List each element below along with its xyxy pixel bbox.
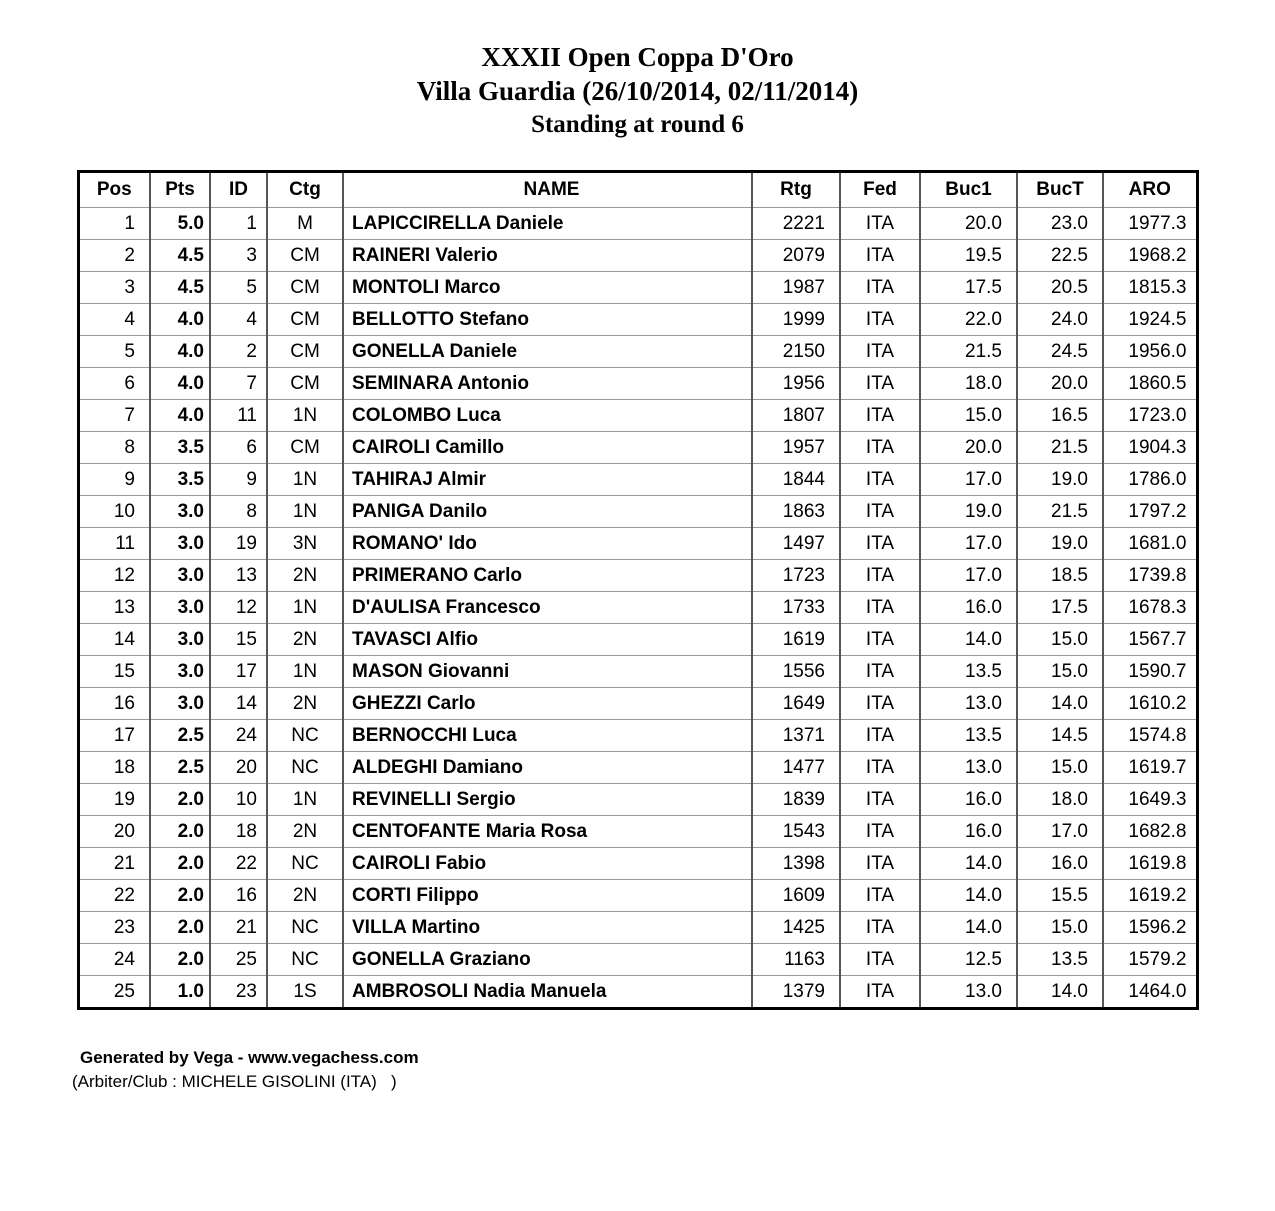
cell-aro: 1956.0 <box>1103 336 1197 368</box>
cell-fed: ITA <box>840 432 920 464</box>
cell-rtg: 2221 <box>752 208 840 240</box>
table-row <box>78 400 1197 432</box>
cell-ctg: CM <box>267 304 343 336</box>
cell-id: 7 <box>210 368 267 400</box>
cell-name: CAIROLI Fabio <box>343 848 752 880</box>
cell-name: GHEZZI Carlo <box>343 688 752 720</box>
cell-aro: 1977.3 <box>1103 208 1197 240</box>
cell-fed: ITA <box>840 784 920 816</box>
cell-id: 16 <box>210 880 267 912</box>
cell-aro: 1590.7 <box>1103 656 1197 688</box>
cell-name: LAPICCIRELLA Daniele <box>343 208 752 240</box>
cell-name: RAINERI Valerio <box>343 240 752 272</box>
cell-pos: 8 <box>78 432 150 464</box>
cell-rtg: 1987 <box>752 272 840 304</box>
cell-buct: 24.5 <box>1017 336 1103 368</box>
cell-name: TAVASCI Alfio <box>343 624 752 656</box>
cell-name: TAHIRAJ Almir <box>343 464 752 496</box>
cell-id: 21 <box>210 912 267 944</box>
cell-rtg: 2079 <box>752 240 840 272</box>
table-row <box>78 688 1197 720</box>
cell-name: COLOMBO Luca <box>343 400 752 432</box>
cell-buct: 24.0 <box>1017 304 1103 336</box>
cell-rtg: 1957 <box>752 432 840 464</box>
cell-aro: 1596.2 <box>1103 912 1197 944</box>
cell-aro: 1619.8 <box>1103 848 1197 880</box>
table-row <box>78 752 1197 784</box>
cell-name: CAIROLI Camillo <box>343 432 752 464</box>
cell-name: GONELLA Daniele <box>343 336 752 368</box>
cell-buct: 16.5 <box>1017 400 1103 432</box>
cell-name: SEMINARA Antonio <box>343 368 752 400</box>
table-row <box>78 368 1197 400</box>
cell-id: 19 <box>210 528 267 560</box>
cell-ctg: NC <box>267 912 343 944</box>
tournament-title: XXXII Open Coppa D'Oro <box>481 42 794 72</box>
cell-pts: 3.0 <box>150 624 210 656</box>
cell-fed: ITA <box>840 400 920 432</box>
cell-id: 17 <box>210 656 267 688</box>
cell-buc1: 16.0 <box>920 816 1017 848</box>
cell-ctg: CM <box>267 432 343 464</box>
cell-fed: ITA <box>840 464 920 496</box>
cell-rtg: 1619 <box>752 624 840 656</box>
standing-round-subtitle: Standing at round 6 <box>531 111 744 138</box>
cell-fed: ITA <box>840 816 920 848</box>
cell-fed: ITA <box>840 848 920 880</box>
cell-pos: 3 <box>78 272 150 304</box>
cell-buc1: 14.0 <box>920 912 1017 944</box>
cell-buc1: 19.0 <box>920 496 1017 528</box>
cell-id: 11 <box>210 400 267 432</box>
cell-id: 13 <box>210 560 267 592</box>
cell-buc1: 15.0 <box>920 400 1017 432</box>
cell-fed: ITA <box>840 688 920 720</box>
cell-aro: 1723.0 <box>1103 400 1197 432</box>
cell-pts: 4.0 <box>150 400 210 432</box>
cell-pos: 12 <box>78 560 150 592</box>
cell-pos: 1 <box>78 208 150 240</box>
cell-ctg: CM <box>267 368 343 400</box>
table-row <box>78 240 1197 272</box>
cell-pos: 19 <box>78 784 150 816</box>
cell-name: CENTOFANTE Maria Rosa <box>343 816 752 848</box>
cell-id: 24 <box>210 720 267 752</box>
cell-buc1: 17.0 <box>920 464 1017 496</box>
cell-rtg: 1477 <box>752 752 840 784</box>
column-header-buct: BucT <box>1017 172 1103 208</box>
cell-pts: 3.0 <box>150 688 210 720</box>
cell-rtg: 1556 <box>752 656 840 688</box>
cell-aro: 1797.2 <box>1103 496 1197 528</box>
cell-ctg: 2N <box>267 688 343 720</box>
cell-rtg: 1839 <box>752 784 840 816</box>
cell-buct: 15.0 <box>1017 912 1103 944</box>
cell-fed: ITA <box>840 240 920 272</box>
cell-ctg: 1N <box>267 656 343 688</box>
cell-pts: 2.5 <box>150 720 210 752</box>
cell-pos: 20 <box>78 816 150 848</box>
cell-rtg: 2150 <box>752 336 840 368</box>
cell-pos: 24 <box>78 944 150 976</box>
cell-aro: 1610.2 <box>1103 688 1197 720</box>
cell-buct: 14.5 <box>1017 720 1103 752</box>
cell-fed: ITA <box>840 304 920 336</box>
cell-rtg: 1733 <box>752 592 840 624</box>
column-header-pts: Pts <box>150 172 210 208</box>
cell-ctg: CM <box>267 272 343 304</box>
cell-name: D'AULISA Francesco <box>343 592 752 624</box>
table-row <box>78 496 1197 528</box>
cell-pts: 2.0 <box>150 944 210 976</box>
table-row <box>78 336 1197 368</box>
cell-fed: ITA <box>840 624 920 656</box>
cell-ctg: NC <box>267 752 343 784</box>
cell-ctg: 1N <box>267 592 343 624</box>
cell-ctg: 1S <box>267 976 343 1009</box>
cell-buct: 20.5 <box>1017 272 1103 304</box>
cell-fed: ITA <box>840 528 920 560</box>
cell-rtg: 1863 <box>752 496 840 528</box>
cell-aro: 1968.2 <box>1103 240 1197 272</box>
cell-name: VILLA Martino <box>343 912 752 944</box>
cell-pos: 5 <box>78 336 150 368</box>
cell-pos: 17 <box>78 720 150 752</box>
cell-pos: 4 <box>78 304 150 336</box>
cell-pts: 3.0 <box>150 560 210 592</box>
cell-pos: 9 <box>78 464 150 496</box>
cell-aro: 1574.8 <box>1103 720 1197 752</box>
table-row <box>78 912 1197 944</box>
cell-buc1: 14.0 <box>920 880 1017 912</box>
cell-aro: 1739.8 <box>1103 560 1197 592</box>
cell-id: 8 <box>210 496 267 528</box>
cell-pos: 15 <box>78 656 150 688</box>
cell-pts: 2.0 <box>150 784 210 816</box>
cell-name: GONELLA Graziano <box>343 944 752 976</box>
column-header-ctg: Ctg <box>267 172 343 208</box>
cell-ctg: NC <box>267 720 343 752</box>
cell-pos: 10 <box>78 496 150 528</box>
column-header-name: NAME <box>343 172 752 208</box>
cell-name: MONTOLI Marco <box>343 272 752 304</box>
cell-pos: 11 <box>78 528 150 560</box>
table-row <box>78 272 1197 304</box>
cell-pts: 3.0 <box>150 592 210 624</box>
cell-buc1: 12.5 <box>920 944 1017 976</box>
cell-buc1: 21.5 <box>920 336 1017 368</box>
cell-pts: 4.0 <box>150 304 210 336</box>
cell-id: 23 <box>210 976 267 1009</box>
cell-aro: 1924.5 <box>1103 304 1197 336</box>
cell-id: 9 <box>210 464 267 496</box>
table-row <box>78 208 1197 240</box>
cell-id: 15 <box>210 624 267 656</box>
header-row <box>78 172 1197 208</box>
cell-fed: ITA <box>840 496 920 528</box>
cell-id: 10 <box>210 784 267 816</box>
table-row <box>78 720 1197 752</box>
cell-rtg: 1807 <box>752 400 840 432</box>
table-row <box>78 304 1197 336</box>
cell-pts: 3.5 <box>150 432 210 464</box>
cell-buct: 17.5 <box>1017 592 1103 624</box>
cell-buc1: 16.0 <box>920 592 1017 624</box>
table-row <box>78 848 1197 880</box>
cell-aro: 1682.8 <box>1103 816 1197 848</box>
cell-pts: 4.0 <box>150 336 210 368</box>
cell-pos: 13 <box>78 592 150 624</box>
cell-fed: ITA <box>840 944 920 976</box>
table-row <box>78 816 1197 848</box>
cell-rtg: 1609 <box>752 880 840 912</box>
cell-pos: 6 <box>78 368 150 400</box>
cell-pos: 23 <box>78 912 150 944</box>
cell-ctg: 3N <box>267 528 343 560</box>
column-header-id: ID <box>210 172 267 208</box>
cell-rtg: 1398 <box>752 848 840 880</box>
document-header <box>0 0 1275 142</box>
cell-pts: 2.0 <box>150 848 210 880</box>
table-row <box>78 560 1197 592</box>
cell-ctg: CM <box>267 240 343 272</box>
cell-aro: 1619.7 <box>1103 752 1197 784</box>
cell-pos: 18 <box>78 752 150 784</box>
cell-ctg: 1N <box>267 784 343 816</box>
cell-buc1: 17.0 <box>920 528 1017 560</box>
table-row <box>78 528 1197 560</box>
cell-fed: ITA <box>840 336 920 368</box>
cell-buct: 16.0 <box>1017 848 1103 880</box>
cell-ctg: CM <box>267 336 343 368</box>
cell-buct: 15.0 <box>1017 624 1103 656</box>
cell-fed: ITA <box>840 880 920 912</box>
cell-buc1: 14.0 <box>920 624 1017 656</box>
cell-aro: 1904.3 <box>1103 432 1197 464</box>
cell-rtg: 1956 <box>752 368 840 400</box>
cell-buct: 15.0 <box>1017 752 1103 784</box>
table-row <box>78 784 1197 816</box>
cell-id: 22 <box>210 848 267 880</box>
cell-buc1: 17.0 <box>920 560 1017 592</box>
cell-pos: 16 <box>78 688 150 720</box>
cell-id: 6 <box>210 432 267 464</box>
cell-fed: ITA <box>840 656 920 688</box>
column-header-pos: Pos <box>78 172 150 208</box>
cell-id: 25 <box>210 944 267 976</box>
cell-ctg: 1N <box>267 400 343 432</box>
cell-aro: 1678.3 <box>1103 592 1197 624</box>
cell-buc1: 20.0 <box>920 432 1017 464</box>
cell-buct: 20.0 <box>1017 368 1103 400</box>
table-row <box>78 464 1197 496</box>
cell-name: BERNOCCHI Luca <box>343 720 752 752</box>
cell-id: 5 <box>210 272 267 304</box>
cell-rtg: 1999 <box>752 304 840 336</box>
cell-aro: 1860.5 <box>1103 368 1197 400</box>
cell-rtg: 1379 <box>752 976 840 1009</box>
cell-ctg: M <box>267 208 343 240</box>
table-row <box>78 880 1197 912</box>
cell-pts: 3.0 <box>150 496 210 528</box>
cell-pos: 2 <box>78 240 150 272</box>
cell-buct: 15.0 <box>1017 656 1103 688</box>
table-row <box>78 592 1197 624</box>
cell-pts: 5.0 <box>150 208 210 240</box>
cell-buc1: 13.5 <box>920 720 1017 752</box>
cell-name: REVINELLI Sergio <box>343 784 752 816</box>
cell-id: 18 <box>210 816 267 848</box>
cell-aro: 1649.3 <box>1103 784 1197 816</box>
cell-rtg: 1425 <box>752 912 840 944</box>
cell-aro: 1786.0 <box>1103 464 1197 496</box>
cell-rtg: 1543 <box>752 816 840 848</box>
cell-name: ROMANO' Ido <box>343 528 752 560</box>
table-row <box>78 944 1197 976</box>
cell-id: 20 <box>210 752 267 784</box>
cell-aro: 1815.3 <box>1103 272 1197 304</box>
generator-credit: Generated by Vega - www.vegachess.com <box>80 1048 419 1067</box>
cell-pts: 1.0 <box>150 976 210 1009</box>
cell-fed: ITA <box>840 912 920 944</box>
cell-buc1: 13.0 <box>920 752 1017 784</box>
cell-buc1: 18.0 <box>920 368 1017 400</box>
cell-pts: 4.0 <box>150 368 210 400</box>
cell-ctg: 2N <box>267 880 343 912</box>
standings-tbody <box>78 208 1197 1009</box>
cell-aro: 1619.2 <box>1103 880 1197 912</box>
cell-id: 1 <box>210 208 267 240</box>
cell-pts: 3.5 <box>150 464 210 496</box>
cell-ctg: NC <box>267 848 343 880</box>
cell-buc1: 13.0 <box>920 976 1017 1009</box>
cell-fed: ITA <box>840 720 920 752</box>
cell-aro: 1567.7 <box>1103 624 1197 656</box>
cell-pts: 3.0 <box>150 656 210 688</box>
cell-pts: 4.5 <box>150 240 210 272</box>
cell-buct: 19.0 <box>1017 528 1103 560</box>
cell-buct: 21.5 <box>1017 432 1103 464</box>
cell-pts: 2.0 <box>150 880 210 912</box>
cell-buct: 14.0 <box>1017 976 1103 1009</box>
cell-name: MASON Giovanni <box>343 656 752 688</box>
cell-pts: 2.0 <box>150 816 210 848</box>
cell-id: 4 <box>210 304 267 336</box>
column-header-aro: ARO <box>1103 172 1197 208</box>
cell-pos: 14 <box>78 624 150 656</box>
cell-id: 3 <box>210 240 267 272</box>
cell-name: AMBROSOLI Nadia Manuela <box>343 976 752 1009</box>
cell-ctg: 2N <box>267 560 343 592</box>
cell-name: CORTI Filippo <box>343 880 752 912</box>
cell-fed: ITA <box>840 592 920 624</box>
cell-rtg: 1497 <box>752 528 840 560</box>
cell-ctg: 2N <box>267 624 343 656</box>
cell-buc1: 22.0 <box>920 304 1017 336</box>
cell-pts: 4.5 <box>150 272 210 304</box>
cell-fed: ITA <box>840 208 920 240</box>
cell-fed: ITA <box>840 752 920 784</box>
cell-buc1: 13.5 <box>920 656 1017 688</box>
arbiter-club-line: (Arbiter/Club : MICHELE GISOLINI (ITA) ) <box>72 1072 397 1091</box>
cell-name: ALDEGHI Damiano <box>343 752 752 784</box>
table-row <box>78 432 1197 464</box>
cell-rtg: 1163 <box>752 944 840 976</box>
cell-fed: ITA <box>840 976 920 1009</box>
cell-ctg: 1N <box>267 464 343 496</box>
cell-aro: 1681.0 <box>1103 528 1197 560</box>
cell-ctg: NC <box>267 944 343 976</box>
cell-buc1: 14.0 <box>920 848 1017 880</box>
tournament-venue-dates: Villa Guardia (26/10/2014, 02/11/2014) <box>416 76 859 106</box>
cell-id: 2 <box>210 336 267 368</box>
column-header-rtg: Rtg <box>752 172 840 208</box>
cell-pts: 2.0 <box>150 912 210 944</box>
column-header-fed: Fed <box>840 172 920 208</box>
cell-fed: ITA <box>840 368 920 400</box>
cell-buct: 23.0 <box>1017 208 1103 240</box>
cell-rtg: 1844 <box>752 464 840 496</box>
cell-buc1: 16.0 <box>920 784 1017 816</box>
cell-buct: 21.5 <box>1017 496 1103 528</box>
cell-name: PRIMERANO Carlo <box>343 560 752 592</box>
cell-pos: 22 <box>78 880 150 912</box>
cell-buct: 13.5 <box>1017 944 1103 976</box>
cell-name: BELLOTTO Stefano <box>343 304 752 336</box>
cell-buc1: 20.0 <box>920 208 1017 240</box>
cell-buc1: 19.5 <box>920 240 1017 272</box>
table-row <box>78 976 1197 1009</box>
cell-buct: 19.0 <box>1017 464 1103 496</box>
cell-buct: 22.5 <box>1017 240 1103 272</box>
cell-name: PANIGA Danilo <box>343 496 752 528</box>
cell-aro: 1579.2 <box>1103 944 1197 976</box>
cell-id: 14 <box>210 688 267 720</box>
cell-rtg: 1649 <box>752 688 840 720</box>
cell-ctg: 1N <box>267 496 343 528</box>
cell-ctg: 2N <box>267 816 343 848</box>
table-row <box>78 656 1197 688</box>
cell-pts: 2.5 <box>150 752 210 784</box>
cell-aro: 1464.0 <box>1103 976 1197 1009</box>
cell-buct: 18.5 <box>1017 560 1103 592</box>
cell-pos: 25 <box>78 976 150 1009</box>
table-row <box>78 624 1197 656</box>
cell-rtg: 1371 <box>752 720 840 752</box>
cell-fed: ITA <box>840 272 920 304</box>
standings-table <box>77 170 1199 1010</box>
document-footer <box>72 1046 1275 1094</box>
cell-buct: 17.0 <box>1017 816 1103 848</box>
cell-pos: 7 <box>78 400 150 432</box>
cell-rtg: 1723 <box>752 560 840 592</box>
cell-buct: 18.0 <box>1017 784 1103 816</box>
cell-buc1: 17.5 <box>920 272 1017 304</box>
cell-buc1: 13.0 <box>920 688 1017 720</box>
cell-id: 12 <box>210 592 267 624</box>
cell-pos: 21 <box>78 848 150 880</box>
cell-fed: ITA <box>840 560 920 592</box>
cell-pts: 3.0 <box>150 528 210 560</box>
column-header-buc1: Buc1 <box>920 172 1017 208</box>
cell-buct: 14.0 <box>1017 688 1103 720</box>
cell-buct: 15.5 <box>1017 880 1103 912</box>
